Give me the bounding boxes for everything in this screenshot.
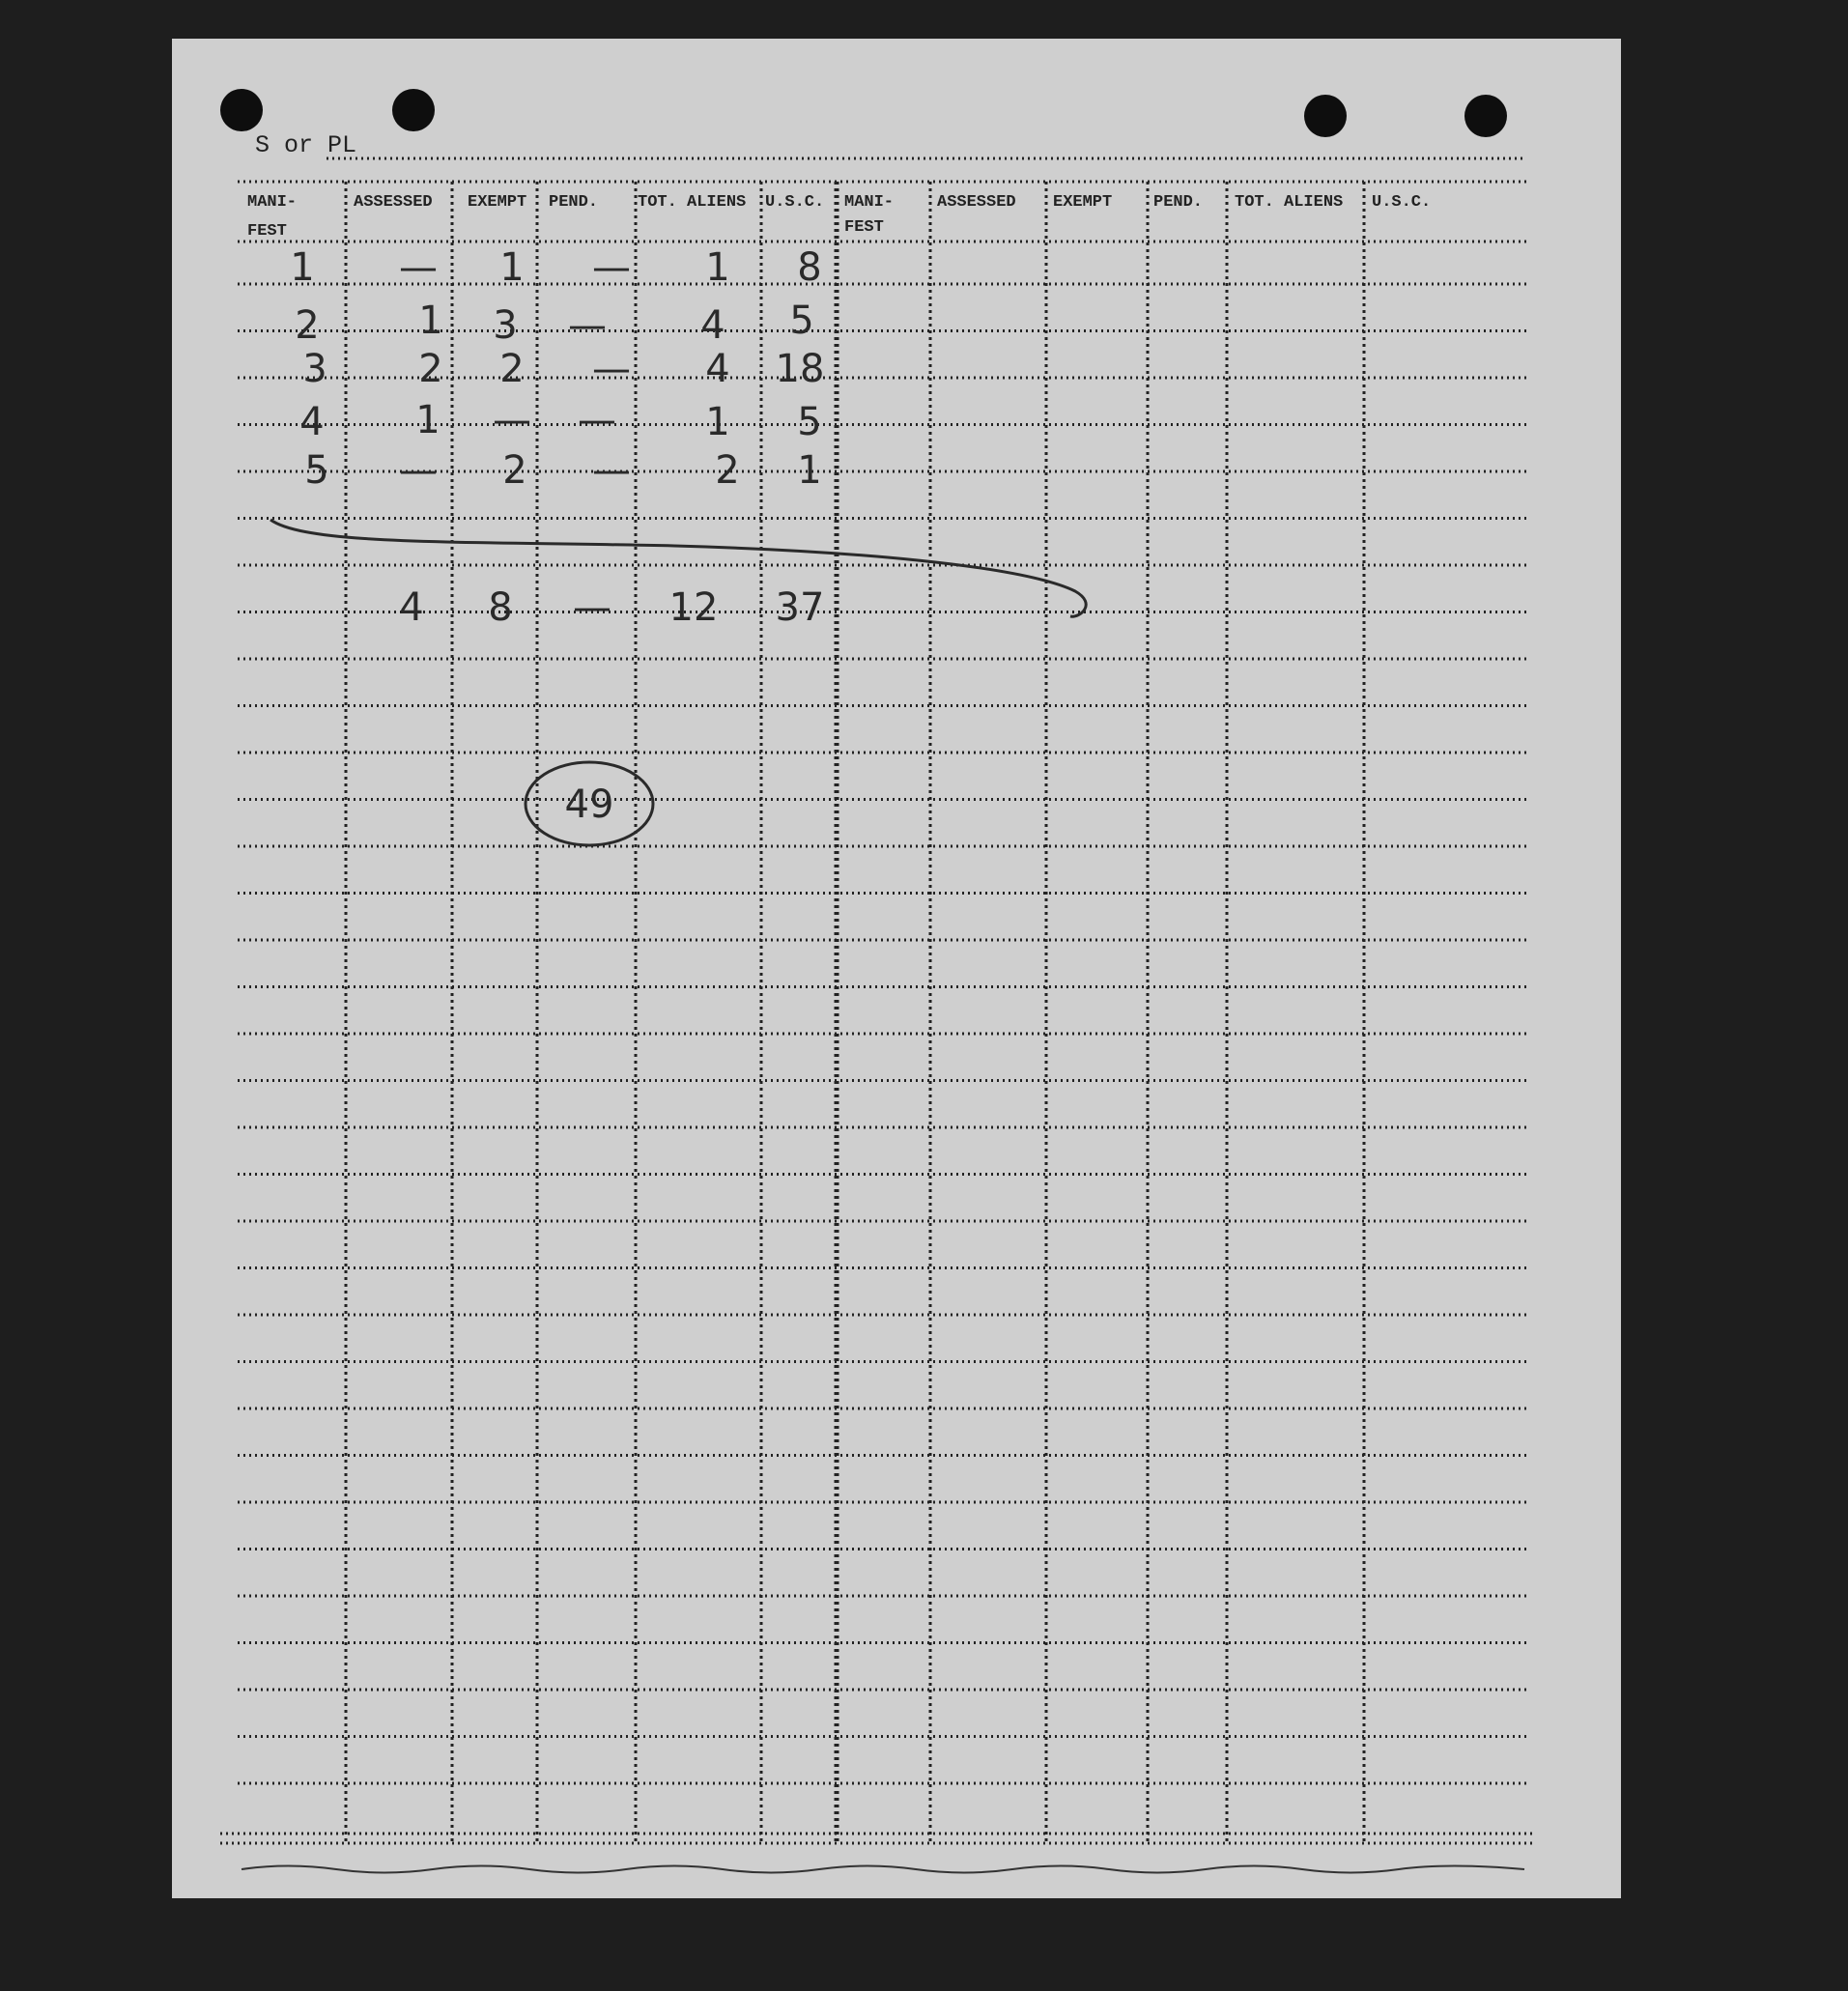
- header-assessed-left: ASSESSED: [354, 193, 433, 212]
- handwritten-rows: [290, 245, 824, 493]
- row5-manifest: 5: [304, 448, 329, 493]
- row2-pend: —: [568, 303, 607, 348]
- row5-pend: —: [592, 448, 631, 493]
- row4-manifest: 4: [299, 400, 325, 444]
- row4-pend: —: [578, 398, 616, 442]
- row3-usc: 18: [775, 347, 825, 391]
- header-tot-aliens-right: TOT. ALIENS: [1235, 193, 1344, 212]
- grid-and-entries: [172, 39, 1621, 1898]
- total-pend: —: [573, 585, 611, 630]
- total-usc: 37: [775, 585, 825, 630]
- header-usc-right: U.S.C.: [1372, 193, 1432, 212]
- row3-exempt: 2: [499, 347, 525, 391]
- header-assessed-right: ASSESSED: [937, 193, 1016, 212]
- row3-tot-aliens: 4: [705, 347, 730, 391]
- row2-usc: 5: [789, 299, 814, 343]
- row5-exempt: 2: [502, 448, 527, 493]
- row4-usc: 5: [797, 400, 822, 444]
- row3-pend: —: [592, 347, 631, 391]
- bottom-wavy-line: [242, 1866, 1524, 1873]
- header-exempt-left: EXEMPT: [468, 193, 527, 212]
- row5-tot-aliens: 2: [715, 448, 740, 493]
- row1-exempt: 1: [499, 245, 525, 290]
- form-sheet: [172, 39, 1621, 1898]
- row4-assessed: 1: [415, 398, 441, 442]
- row3-manifest: 3: [302, 347, 327, 391]
- header-usc-left: U.S.C.: [765, 193, 825, 212]
- header-pend-left: PEND.: [549, 193, 599, 212]
- row1-tot-aliens: 1: [705, 245, 730, 290]
- header-exempt-right: EXEMPT: [1053, 193, 1113, 212]
- header-manifest-right: MANI-: [844, 193, 895, 212]
- row4-exempt: —: [493, 398, 531, 442]
- total-assessed: 4: [399, 585, 424, 630]
- row2-exempt: 3: [493, 303, 518, 348]
- row1-assessed: —: [399, 245, 438, 290]
- row5-assessed: —: [399, 448, 438, 493]
- header-manifest-right-2: FEST: [844, 218, 884, 237]
- total-tot-aliens: 12: [668, 585, 719, 630]
- row4-tot-aliens: 1: [705, 400, 730, 444]
- row1-pend: —: [592, 245, 631, 290]
- row5-usc: 1: [797, 448, 822, 493]
- row3-assessed: 2: [418, 347, 443, 391]
- row2-tot-aliens: 4: [700, 303, 725, 348]
- row2-assessed: 1: [418, 299, 443, 343]
- grand-total: 49: [564, 782, 614, 827]
- total-exempt: 8: [488, 585, 513, 630]
- header-manifest-left: MANI-: [247, 193, 298, 212]
- header-manifest-left-2: FEST: [247, 222, 287, 241]
- row1-usc: 8: [797, 245, 822, 290]
- form-title: S or PL: [255, 131, 357, 159]
- row1-manifest: 1: [290, 245, 315, 290]
- header-pend-right: PEND.: [1153, 193, 1204, 212]
- row2-manifest: 2: [295, 303, 320, 348]
- header-tot-aliens-left: TOT. ALIENS: [638, 193, 747, 212]
